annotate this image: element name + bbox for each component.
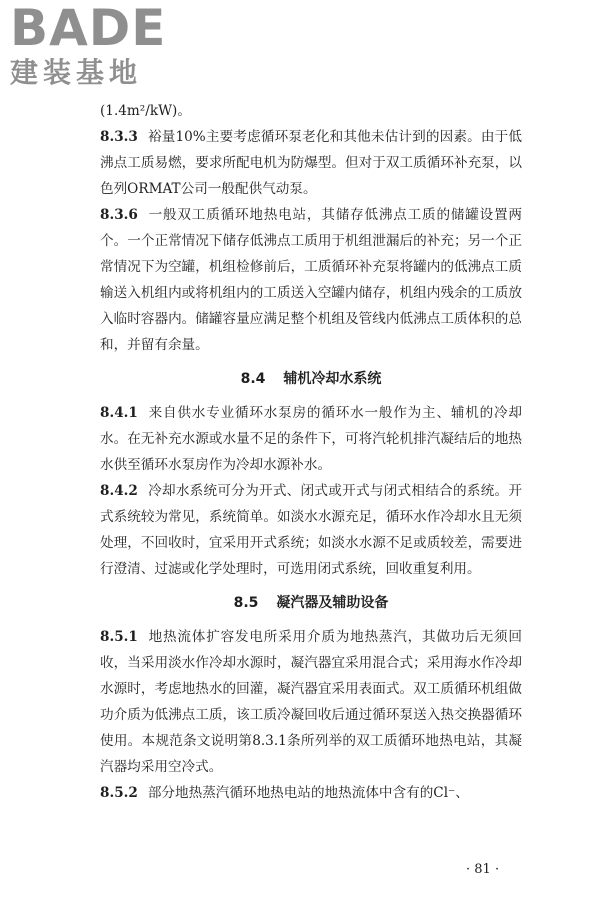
clause-text: 裕量10%主要考虑循环泵老化和其他未估计到的因素。由于低沸点工质易燃，要求所配电机为防爆型。但对于双工质循环补充泵，以色列ORMAT公司一般配供气动泵。 [100,129,522,197]
clause-text: 地热流体扩容发电所采用介质为地热蒸汽，其做功后无须回收，当采用淡水作冷却水源时，凝汽器宜采用混合式；采用海水作冷却水源时，考虑地热水的回灌，凝汽器宜采用表面式。双工质循环机组做功介质为低沸点工质，该工质冷凝回收后通过循环泵送入热交换器循环使用。本规范条文说明第8.3.1条所列举的双工质循环地热电站，其凝汽器均采用空冷式。 [100,629,522,775]
logo-mark: BADE [10,0,167,57]
clause-number: 8.4.2 [100,483,138,499]
section-number: 8.5 [233,595,259,611]
clause-number: 8.5.2 [100,785,138,801]
clause-text: 冷却水系统可分为开式、闭式或开式与闭式相结合的系统。开式系统较为常见，系统简单。如淡水水源充足，循环水作冷却水且无须处理，不回收时，宜采用开式系统；如淡水水源不足或质较差，需要进行澄清、过滤或化学处理时，可选用闭式系统，回收重复利用。 [100,483,522,577]
page-body [100,98,522,806]
clause-number: 8.4.1 [100,405,138,421]
lead-line: (1.4m²/kW)。 [100,103,191,119]
logo-subtitle: 建装基地 [10,56,143,89]
clause-text: 一般双工质循环地热电站，其储存低沸点工质的储罐设置两个。一个正常情况下储存低沸点工质用于机组泄漏后的补充；另一个正常情况下为空罐，机组检修前后，工质循环补充泵将罐内的低沸点工质输送入机组内或将机组内的工质送入空罐内储存，机组内残余的工质放入临时容器内。储罐容量应满足整个机组及管线内低沸点工质体积的总和，并留有余量。 [100,207,522,353]
clause-8-3-3 [100,124,522,202]
clause-8-5-2 [100,780,522,806]
section-title: 凝汽器及辅助设备 [276,595,389,611]
page-number: · 81 · [466,862,500,877]
clause-8-4-2 [100,478,522,582]
section-number: 8.4 [240,371,266,387]
clause-8-5-1 [100,624,522,780]
section-title: 辅机冷却水系统 [283,371,382,387]
bade-logo [10,2,166,88]
clause-number: 8.3.6 [100,207,138,223]
clause-number: 8.5.1 [100,629,138,645]
clause-text: 部分地热蒸汽循环地热电站的地热流体中含有的Cl⁻、 [147,785,469,801]
clause-text: 来自供水专业循环水泵房的循环水一般作为主、辅机的冷却水。在无补充水源或水量不足的条件下，可将汽轮机排汽凝结后的地热水供至循环水泵房作为冷却水源补水。 [100,405,522,473]
section-heading-8-4 [100,366,522,392]
clause-8-3-6 [100,202,522,358]
clause-8-4-1 [100,400,522,478]
section-heading-8-5 [100,590,522,616]
clause-number: 8.3.3 [100,129,138,145]
